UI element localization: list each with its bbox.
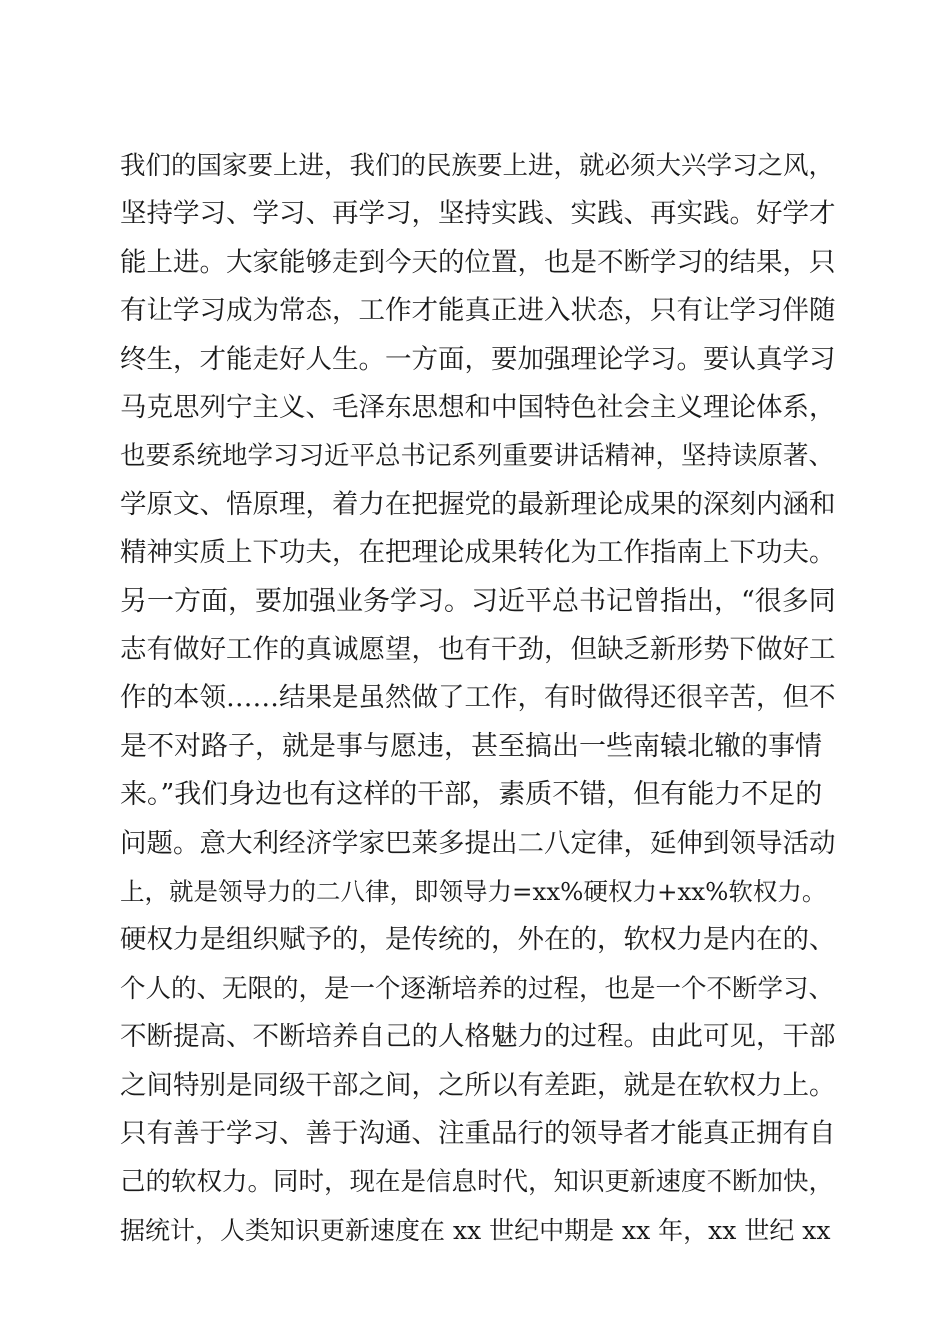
text-line: 硬权力是组织赋予的，是传统的，外在的，软权力是内在的、 (120, 924, 836, 956)
text-line: 上，就是领导力的二八律，即领导力=xx%硬权力+xx%软权力。 (120, 877, 827, 906)
text-line: 终生，才能走好人生。一方面，要加强理论学习。要认真学习 (120, 343, 836, 375)
text-line: 来。”我们身边也有这样的干部，素质不错，但有能力不足的 (120, 779, 823, 811)
text-line: 个人的、无限的，是一个逐渐培养的过程，也是一个不断学习、 (120, 973, 835, 1004)
text-line: 有让学习成为常态，工作才能真正进入状态，只有让学习伴随 (120, 295, 836, 327)
text-line: 精神实质上下功夫，在把理论成果转化为工作指南上下功夫。 (120, 537, 836, 569)
text-line: 之间特别是同级干部之间，之所以有差距，就是在软权力上。 (120, 1069, 836, 1101)
text-line: 作的本领……结果是虽然做了工作，有时做得还很辛苦，但不 (120, 682, 836, 714)
text-line: 问题。意大利经济学家巴莱多提出二八定律，延伸到领导活动 (120, 827, 836, 859)
text-line: 能上进。大家能够走到今天的位置，也是不断学习的结果，只 (120, 246, 836, 278)
text-line: 也要系统地学习习近平总书记系列重要讲话精神，坚持读原著、 (120, 441, 835, 472)
text-line: 己的软权力。同时，现在是信息时代，知识更新速度不断加快， (120, 1167, 835, 1198)
text-line: 是不对路子，就是事与愿违，甚至搞出一些南辕北辙的事情 (120, 730, 822, 762)
text-line: 我们的国家要上进，我们的民族要上进，就必须大兴学习之风， (120, 151, 835, 181)
text-line: 不断提高、不断培养自己的人格魅力的过程。由此可见，干部 (120, 1021, 836, 1053)
text-line: 马克思列宁主义、毛泽东思想和中国特色社会主义理论体系， (120, 392, 836, 423)
text-line: 只有善于学习、善于沟通、注重品行的领导者才能真正拥有自 (120, 1118, 836, 1149)
text-line: 志有做好工作的真诚愿望，也有干劲，但缺乏新形势下做好工 (120, 634, 836, 665)
text-line: 据统计，人类知识更新速度在 xx 世纪中期是 xx 年，xx 世纪 xx (120, 1215, 831, 1245)
text-line: 坚持学习、学习、再学习，坚持实践、实践、再实践。好学才 (120, 198, 836, 230)
text-line: 学原文、悟原理，着力在把握党的最新理论成果的深刻内涵和 (120, 488, 836, 520)
text-line: 另一方面，要加强业务学习。习近平总书记曾指出，“很多同 (120, 585, 836, 617)
